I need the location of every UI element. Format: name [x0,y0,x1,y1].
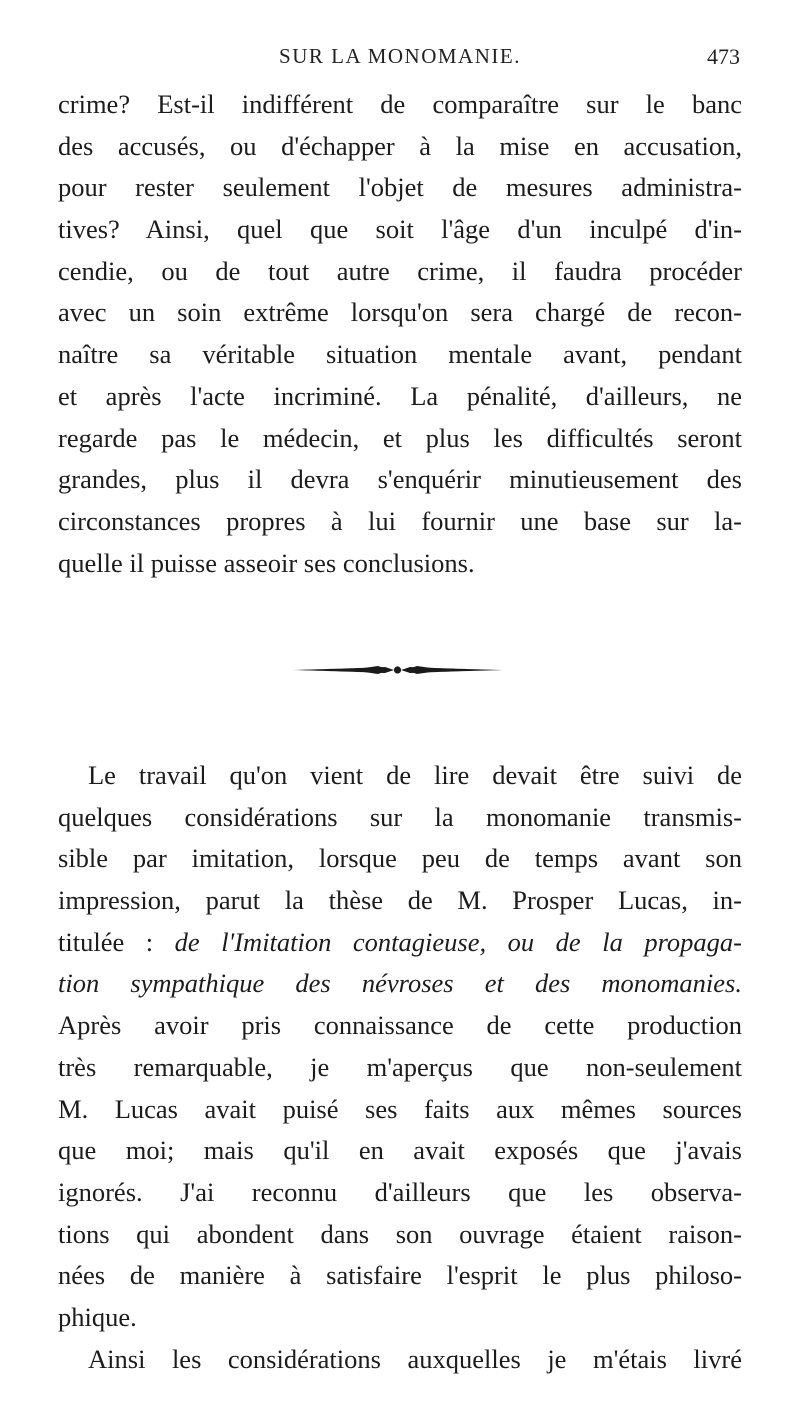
text-line: naître sa véritable situation mentale avant, pendant [58,339,742,370]
running-head [60,44,740,74]
text-line: impression, parut la thèse de M. Prosper Lucas, in- [58,885,742,916]
text-line: crime? Est-il indifférent de comparaître sur le banc [58,89,742,119]
paragraph-main [58,755,742,1380]
flourish-divider-icon [290,658,505,682]
text-line: pour rester seulement l'objet de mesures administra- [58,172,742,203]
text-line: quelle il puisse asseoir ses conclusions. [58,547,475,578]
text-line: nées de manière à satisfaire l'esprit le plus philoso- [58,1260,742,1291]
text-line: Ainsi les considérations auxquelles je m'étais livré [88,1343,742,1374]
text-line: M. Lucas avait puisé ses faits aux mêmes sources [58,1093,742,1124]
text-line: quelques considérations sur la monomanie transmis- [58,801,742,832]
text-line: circonstances propres à lui fournir une base sur la- [58,505,742,536]
running-title: SUR LA MONOMANIE. [279,44,521,68]
text-line: grandes, plus il devra s'enquérir minutieusement des [58,464,742,495]
paragraph-continuation [58,84,742,584]
text-line: cendie, ou de tout autre crime, il faudra procéder [58,255,742,286]
text-line: regarde pas le médecin, et plus les difficultés seront [58,422,742,453]
text-line: Le travail qu'on vient de lire devait être suivi de [88,760,742,790]
text-line: sible par imitation, lorsque peu de temps avant son [58,843,742,874]
page-number: 473 [707,44,740,69]
text-line: des accusés, ou d'échapper à la mise en accusation, [58,130,742,161]
text-line: et après l'acte incriminé. La pénalité, d'ailleurs, ne [58,380,742,411]
text-line: très remarquable, je m'aperçus que non-seulement [58,1051,742,1082]
text-line: tives? Ainsi, quel que soit l'âge d'un inculpé d'in- [58,214,742,245]
thesis-title-continued: tion sympathique des névroses et des monomanies. [58,968,742,999]
text-line: phique. [58,1301,137,1332]
text-line: tions qui abondent dans son ouvrage étaient raison- [58,1218,742,1249]
thesis-title: de l'Imitation contagieuse, ou de la propaga- [174,926,743,957]
text-fragment: titulée : [58,926,175,957]
text-line: avec un soin extrême lorsqu'on sera chargé de recon- [58,297,742,328]
text-line: que moi; mais qu'il en avait exposés que j'avais [58,1135,742,1166]
text-line: Après avoir pris connaissance de cette production [58,1010,742,1041]
text-line-with-title [58,922,742,964]
text-line: ignorés. J'ai reconnu d'ailleurs que les observa- [58,1176,742,1207]
